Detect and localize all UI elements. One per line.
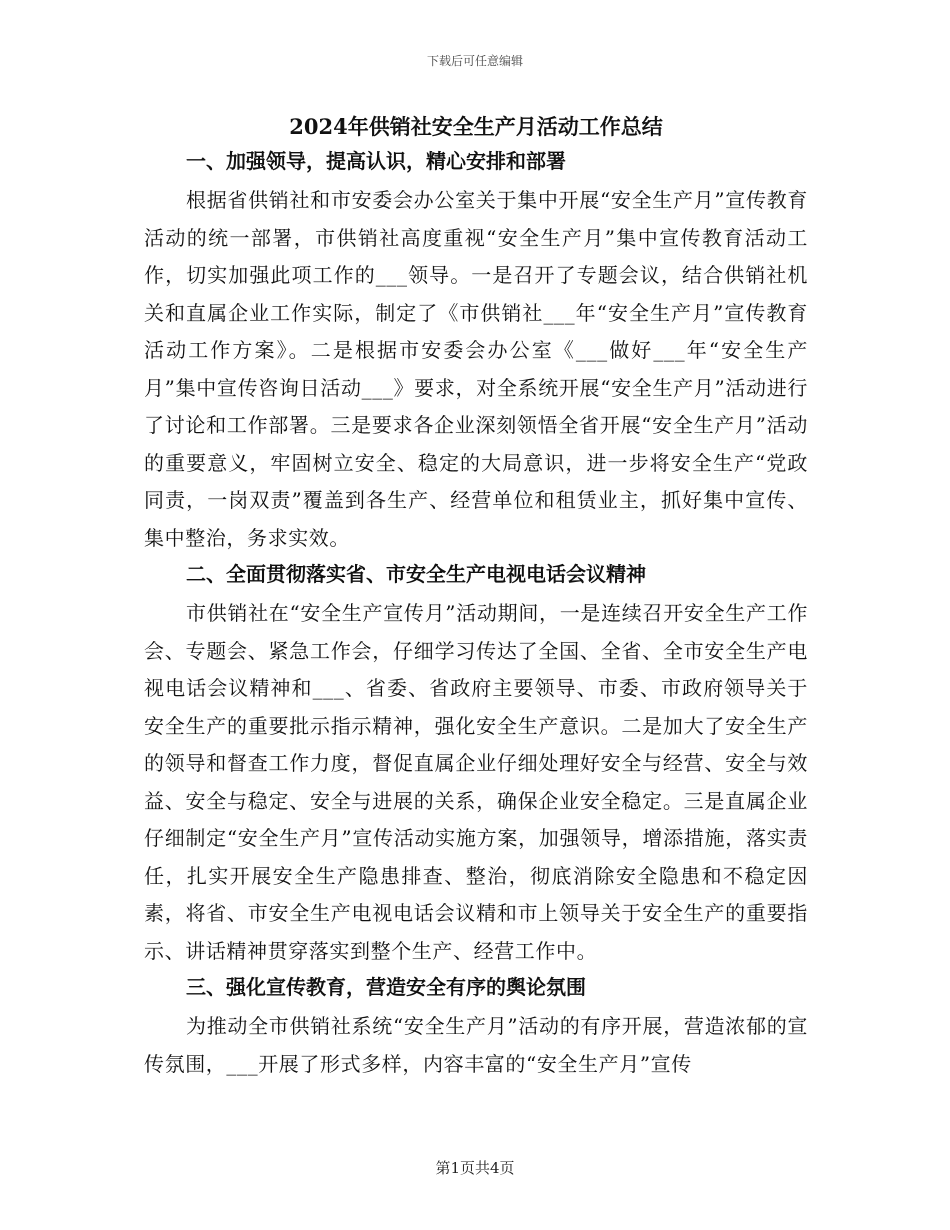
header-note: 下载后可任意编辑 [426,54,523,68]
section-heading-1: 一、加强领导，提高认识，精心安排和部署 [186,149,566,173]
section-paragraph-2: 市供销社在“安全生产宣传月”活动期间，一是连续召开安全生产工作会、专题会、紧急工作会，仔细学习传达了全国、全省、全市安全生产电视电话会议精神和___、省委、省政府主要领导、市委、市政府领导关于安全生产的重要批示指示精神，强化安全生产意识。二是加大了安全生产的领导和督查工作力度，督促直属企业仔细处理好安全与经营、安全与效益、安全与稳定、安全与进展的关系，确保企业安全稳定。三是直属企业仔细制定“安全生产月”宣传活动实施方案，加强领导，增添措施，落实责任，扎实开展安全生产隐患排查、整治，彻底消除安全隐患和不稳定因素，将省、市安全生产电视电话会议精和市上领导关于安全生产的重要指示、讲话精神贯穿落实到整个生产、经营工作中。 [144,601,808,963]
page-footer: 第1页共4页 [435,1159,515,1177]
section-paragraph-3: 为推动全市供销社系统“安全生产月”活动的有序开展，营造浓郁的宣传氛围，___开展了形式多样，内容丰富的“安全生产月”宣传 [144,1014,808,1076]
section-heading-2: 二、全面贯彻落实省、市安全生产电视电话会议精神 [186,562,646,586]
section-heading-3: 三、强化宣传教育，营造安全有序的舆论氛围 [186,975,586,999]
section-paragraph-1: 根据省供销社和市安委会办公室关于集中开展“安全生产月”宣传教育活动的统一部署，市供销社高度重视“安全生产月”集中宣传教育活动工作，切实加强此项工作的___领导。一是召开了专题会议，结合供销社机关和直属企业工作实际，制定了《市供销社___年“安全生产月”宣传教育活动工作方案》。二是根据市安委会办公室《___做好___年“安全生产月”集中宣传咨询日活动___》要求，对全系统开展“安全生产月”活动进行了讨论和工作部署。三是要求各企业深刻领悟全省开展“安全生产月”活动的重要意义，牢固树立安全、稳定的大局意识，进一步将安全生产“党政同责，一岗双责”覆盖到各生产、经营单位和租赁业主，抓好集中宣传、集中整治，务求实效。 [144,188,808,550]
document-title: 2024年供销社安全生产月活动工作总结 [289,114,663,139]
document-body [144,112,808,1085]
